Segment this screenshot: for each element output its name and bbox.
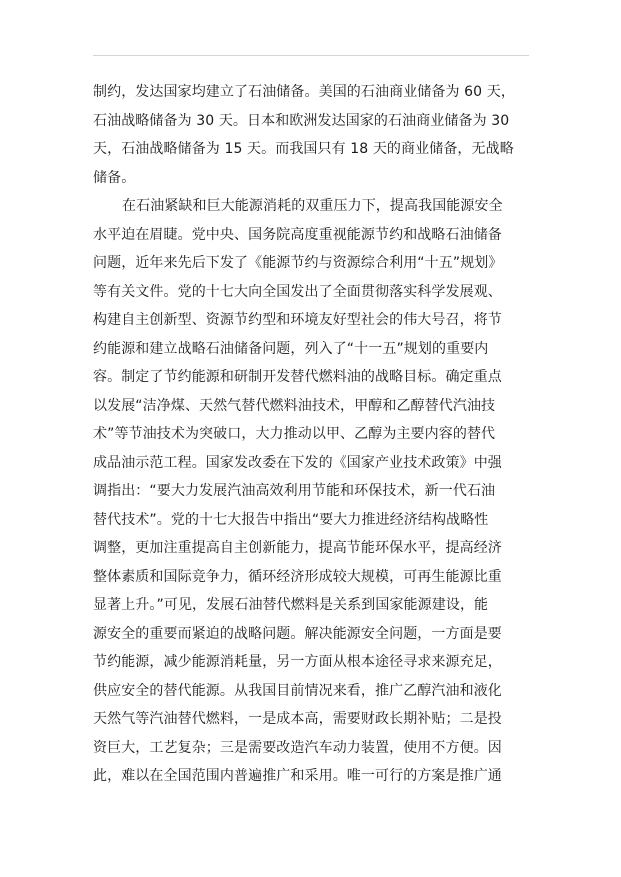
text-line: 天，石油战略储备为 15 天。而我国只有 18 天的商业储备，无战略 [93, 141, 514, 157]
text-line: 供应安全的替代能源。从我国目前情况来看，推广乙醇汽油和液化 [93, 682, 502, 699]
text-line: 术”等节油技术为突破口，大力推动以甲、乙醇为主要内容的替代 [93, 426, 496, 442]
text-line: 以发展“洁净煤、天然气替代燃料油技术，甲醇和乙醇替代汽油技 [93, 397, 496, 414]
text-line: 调整，更加注重提高自主创新能力，提高节能环保水平，提高经济 [93, 540, 502, 556]
text-line: 整体素质和国际竞争力，循环经济形成较大规模，可再生能源比重 [93, 568, 502, 585]
text-line: 约能源和建立战略石油储备问题，列入了“十一五”规划的重要内 [93, 340, 489, 357]
text-line: 调指出：“要大力发展汽油高效利用节能和环保技术，新一代石油 [93, 483, 496, 499]
text-line: 问题，近年来先后下发了《能源节约与资源综合利用“十五”规划》 [93, 255, 503, 271]
text-line: 节约能源，减少能源消耗量，另一方面从根本途径寻求来源充足， [93, 654, 502, 670]
text-line: 构建自主创新型、资源节约型和环境友好型社会的伟大号召，将节 [93, 312, 502, 328]
paragraph-first-line: 在石油紧缺和巨大能源消耗的双重压力下，提高我国能源安全 [122, 198, 503, 214]
document-body [93, 78, 533, 791]
text-line: 成品油示范工程。国家发改委在下发的《国家产业技术政策》中强 [93, 454, 502, 471]
text-line: 源安全的重要而紧迫的战略问题。解决能源安全问题，一方面是要 [93, 625, 502, 642]
text-line: 显著上升。”可见，发展石油替代燃料是关系到国家能源建设，能 [93, 597, 489, 613]
text-line: 资巨大，工艺复杂；三是需要改造汽车动力装置，使用不方便。因 [93, 739, 502, 756]
text-line: 储备。 [93, 169, 136, 186]
text-line: 制约，发达国家均建立了石油储备。美国的石油商业储备为 60 天， [93, 84, 515, 100]
text-line: 水平迫在眉睫。党中央、国务院高度重视能源节约和战略石油储备 [93, 226, 502, 243]
text-line: 容。制定了节约能源和研制开发替代燃料油的战略目标。确定重点 [93, 369, 502, 385]
header-rule [93, 55, 529, 56]
text-line: 等有关文件。党的十七大向全国发出了全面贯彻落实科学发展观、 [93, 283, 502, 300]
text-line: 此，难以在全国范围内普遍推广和采用。唯一可行的方案是推广通 [93, 768, 502, 784]
text-line: 天然气等汽油替代燃料，一是成本高，需要财政长期补贴；二是投 [93, 711, 502, 727]
text-line: 替代技术”。党的十七大报告中指出“要大力推进经济结构战略性 [93, 511, 489, 528]
text-line: 石油战略储备为 30 天。日本和欧洲发达国家的石油商业储备为 30 [93, 112, 510, 129]
